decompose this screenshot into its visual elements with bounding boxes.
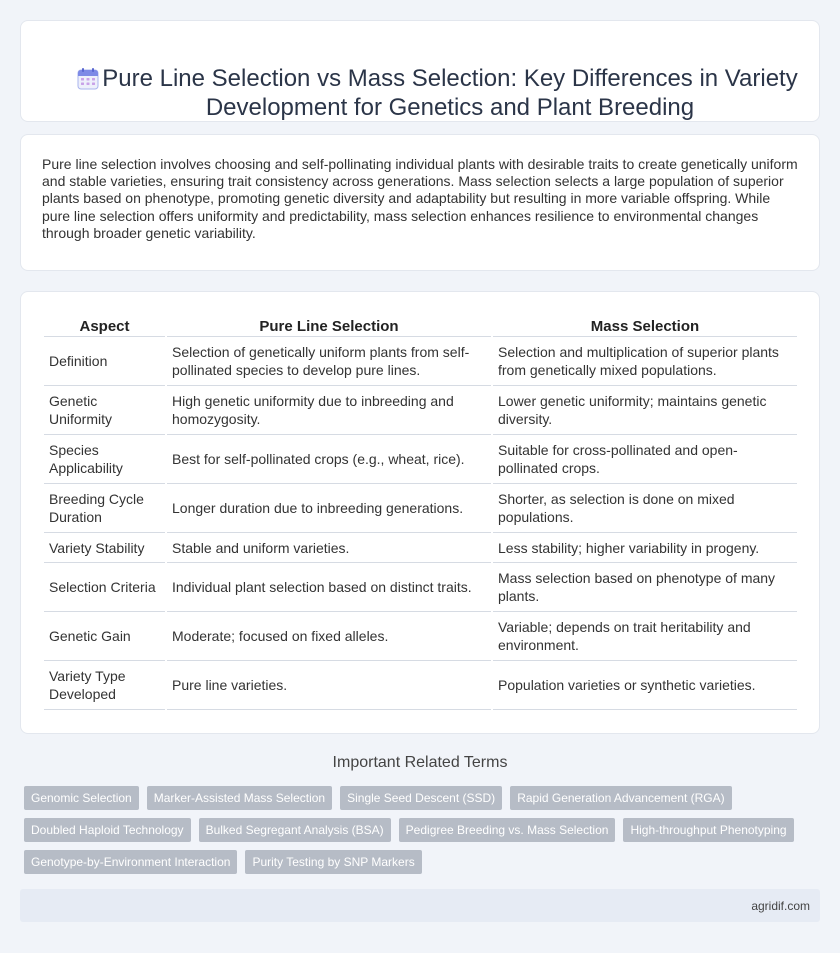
term-tag[interactable]: Genomic Selection: [24, 786, 139, 810]
cell-aspect: Variety Stability: [44, 533, 165, 563]
term-tag[interactable]: Rapid Generation Advancement (RGA): [510, 786, 731, 810]
footer: [20, 889, 820, 922]
term-tag[interactable]: Single Seed Descent (SSD): [340, 786, 502, 810]
table-row: [44, 612, 797, 661]
cell-pure-line: Individual plant selection based on distinct traits.: [167, 563, 491, 612]
cell-mass: Selection and multiplication of superior plants from genetically mixed populations.: [493, 337, 797, 386]
header-aspect: Aspect: [44, 315, 165, 337]
related-terms-list: [24, 786, 814, 874]
cell-aspect: Variety Type Developed: [44, 661, 165, 710]
term-tag[interactable]: Genotype-by-Environment Interaction: [24, 850, 237, 874]
table-row: [44, 484, 797, 533]
page-title-line1: Pure Line Selection vs Mass Selection: Key Differences in Variety: [102, 65, 798, 92]
term-tag[interactable]: Pedigree Breeding vs. Mass Selection: [399, 818, 616, 842]
cell-aspect: Selection Criteria: [44, 563, 165, 612]
comparison-table-card: [20, 291, 820, 734]
comparison-table: [42, 315, 799, 710]
title-card: [20, 20, 820, 122]
cell-mass: Suitable for cross-pollinated and open-pollinated crops.: [493, 435, 797, 484]
table-row: [44, 386, 797, 435]
table-row: [44, 435, 797, 484]
related-terms-title: Important Related Terms: [332, 754, 508, 771]
cell-pure-line: Selection of genetically uniform plants from self-pollinated species to develop pure lines.: [167, 337, 491, 386]
cell-aspect: Species Applicability: [44, 435, 165, 484]
table-row: [44, 661, 797, 710]
calendar-icon: [76, 67, 100, 91]
cell-aspect: Definition: [44, 337, 165, 386]
cell-mass: Variable; depends on trait heritability and environment.: [493, 612, 797, 661]
cell-pure-line: Longer duration due to inbreeding generations.: [167, 484, 491, 533]
cell-mass: Lower genetic uniformity; maintains genetic diversity.: [493, 386, 797, 435]
table-row: [44, 563, 797, 612]
cell-mass: Mass selection based on phenotype of many plants.: [493, 563, 797, 612]
cell-pure-line: Best for self-pollinated crops (e.g., wheat, rice).: [167, 435, 491, 484]
header-pure-line: Pure Line Selection: [167, 315, 491, 337]
page-title-line2: Development for Genetics and Plant Breeding: [205, 94, 695, 121]
cell-aspect: Genetic Uniformity: [44, 386, 165, 435]
term-tag[interactable]: High-throughput Phenotyping: [623, 818, 793, 842]
summary-card: [20, 134, 820, 271]
table-header-row: [44, 315, 797, 337]
cell-aspect: Genetic Gain: [44, 612, 165, 661]
cell-mass: Shorter, as selection is done on mixed populations.: [493, 484, 797, 533]
table-row: [44, 533, 797, 563]
footer-site-link[interactable]: agridif.com: [751, 899, 810, 913]
cell-pure-line: High genetic uniformity due to inbreeding and homozygosity.: [167, 386, 491, 435]
header-mass: Mass Selection: [493, 315, 797, 337]
term-tag[interactable]: Bulked Segregant Analysis (BSA): [199, 818, 391, 842]
term-tag[interactable]: Marker-Assisted Mass Selection: [147, 786, 332, 810]
summary-text: Pure line selection involves choosing and self-pollinating individual plants with desirable traits to create genetically uniform and stable varieties, ensuring trait consistency across generations. Mass selection selects a large population of superior plants based on phenotype, promoting genetic diversity and adaptability but resulting in more variable offspring. While pure line selection offers uniformity and predictability, mass selection enhances resilience to environmental changes through broader genetic variability.: [42, 156, 798, 241]
cell-pure-line: Pure line varieties.: [167, 661, 491, 710]
term-tag[interactable]: Doubled Haploid Technology: [24, 818, 191, 842]
cell-aspect: Breeding Cycle Duration: [44, 484, 165, 533]
cell-pure-line: Moderate; focused on fixed alleles.: [167, 612, 491, 661]
cell-mass: Population varieties or synthetic varieties.: [493, 661, 797, 710]
cell-pure-line: Stable and uniform varieties.: [167, 533, 491, 563]
term-tag[interactable]: Purity Testing by SNP Markers: [245, 850, 421, 874]
page-title: [101, 64, 799, 122]
table-row: [44, 337, 797, 386]
cell-mass: Less stability; higher variability in progeny.: [493, 533, 797, 563]
